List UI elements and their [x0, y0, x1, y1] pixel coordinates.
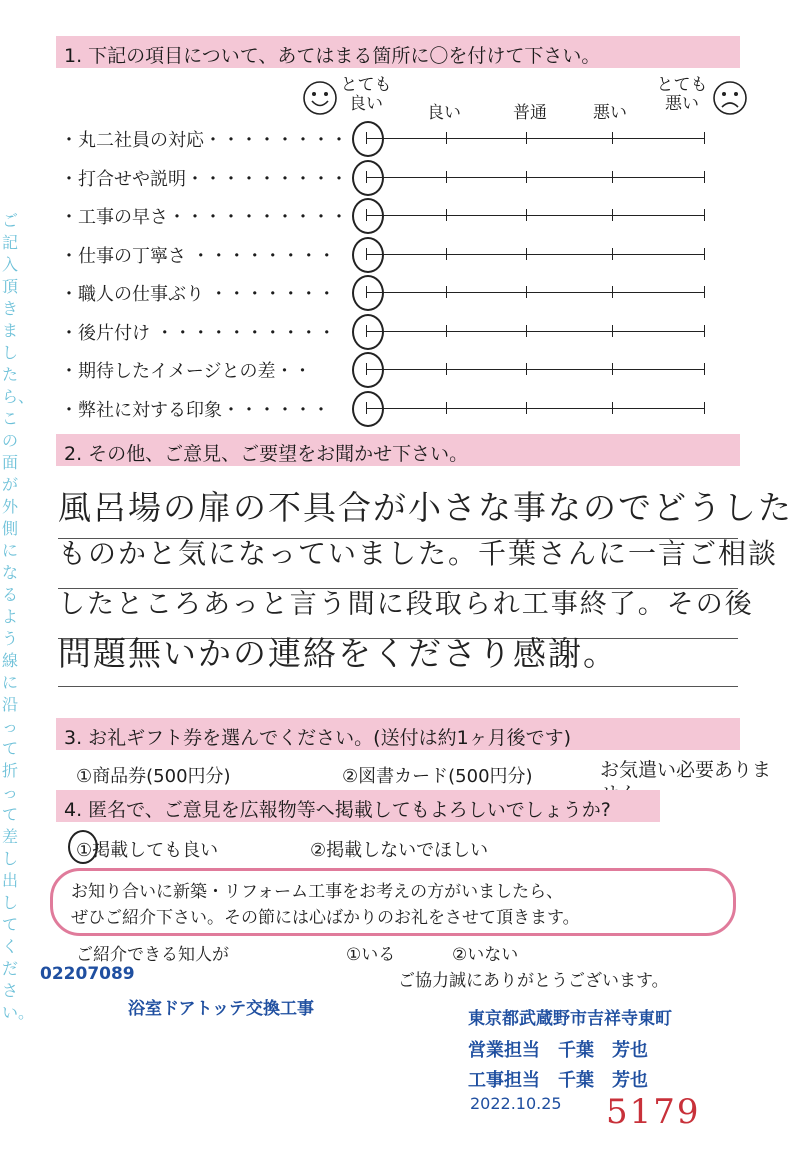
rating-tick[interactable] — [526, 286, 527, 298]
stamp-construction-rep: 工事担当 千葉 芳也 — [468, 1070, 648, 1091]
section3-heading: 3. お礼ギフト券を選んでください。(送付は約1ヶ月後です) — [64, 727, 572, 749]
rating-tick[interactable] — [704, 325, 705, 337]
rating-tick[interactable] — [526, 325, 527, 337]
stamp-address: 東京都武蔵野市吉祥寺東町 — [468, 1009, 672, 1029]
rating-tick[interactable] — [526, 209, 527, 221]
stamp-code: 02207089 — [40, 964, 135, 984]
rating-selected-circle — [352, 160, 384, 196]
rating-tick[interactable] — [446, 286, 447, 298]
stamp-sales-rep: 営業担当 千葉 芳也 — [468, 1040, 648, 1061]
referral-question: ご紹介できる知人が — [76, 945, 229, 965]
column-very-bad: とても 悪い — [656, 75, 708, 114]
section3-header-band — [56, 718, 740, 750]
referral-line-1: お知り合いに新築・リフォーム工事をお考えの方がいましたら、 — [71, 882, 564, 902]
rating-item-label: ・職人の仕事ぶり ・・・・・・・ — [60, 284, 336, 305]
rating-tick[interactable] — [526, 402, 527, 414]
rating-item-label: ・仕事の丁寧さ ・・・・・・・・ — [60, 245, 336, 267]
handwritten-number: 5179 — [606, 1092, 701, 1132]
section2-header-band — [56, 434, 740, 466]
rating-tick[interactable] — [446, 325, 447, 337]
column-average: 普通 — [513, 103, 547, 123]
smiley-sad-icon — [712, 80, 748, 116]
rating-tick[interactable] — [446, 132, 447, 144]
stamp-date: 2022.10.25 — [470, 1094, 562, 1113]
comment-line-4: 問題無いかの連絡をくださり感謝。 — [58, 634, 618, 673]
section1-header-band — [56, 36, 740, 68]
rating-item-label: ・丸二社員の対応・・・・・・・・ — [60, 130, 348, 151]
rating-tick[interactable] — [612, 325, 613, 337]
rating-item-label: ・工事の早さ・・・・・・・・・・ — [60, 207, 348, 228]
stamp-work-name: 浴室ドアトッテ交換工事 — [128, 999, 314, 1019]
rating-tick[interactable] — [612, 402, 613, 414]
rating-tick[interactable] — [446, 248, 447, 260]
side-fold-text: ご記入頂きましたら、この面が外側になるよう線に沿って折って差し出してください。 — [2, 211, 35, 1022]
comment-line-2: ものかと気になっていました。千葉さんに一言ご相談 — [58, 537, 779, 570]
rating-scale-line — [366, 138, 704, 139]
rating-selected-circle — [352, 198, 384, 234]
rating-selected-circle — [352, 121, 384, 157]
rating-tick[interactable] — [446, 402, 447, 414]
rating-item-label: ・期待したイメージとの差・・ — [60, 361, 312, 382]
column-very-good: とても 良い — [340, 75, 392, 114]
rating-tick[interactable] — [704, 363, 705, 375]
gift-option-book-card[interactable]: ②図書カード(500円分) — [342, 766, 533, 787]
rating-scale-line — [366, 331, 704, 332]
rating-tick[interactable] — [526, 132, 527, 144]
rating-tick[interactable] — [704, 209, 705, 221]
column-bad: 悪い — [593, 103, 627, 123]
ruled-line — [58, 686, 738, 687]
referral-option-no[interactable]: ②いない — [452, 945, 519, 965]
referral-line-2: ぜひご紹介下さい。その節には心ばかりのお礼をさせて頂きます。 — [71, 908, 580, 928]
rating-tick[interactable] — [446, 363, 447, 375]
rating-tick[interactable] — [704, 132, 705, 144]
rating-selected-circle — [352, 352, 384, 388]
section2-heading: 2. その他、ご意見、ご要望をお聞かせ下さい。 — [64, 443, 469, 465]
rating-tick[interactable] — [612, 363, 613, 375]
rating-tick[interactable] — [612, 286, 613, 298]
rating-scale-line — [366, 369, 704, 370]
rating-tick[interactable] — [612, 248, 613, 260]
rating-item-label: ・後片付け ・・・・・・・・・・ — [60, 322, 336, 344]
publish-option-no[interactable]: ②掲載しないでほしい — [310, 840, 489, 861]
rating-selected-circle — [352, 237, 384, 273]
rating-tick[interactable] — [704, 402, 705, 414]
publish-option-yes[interactable]: ①掲載しても良い — [76, 840, 219, 861]
section1-heading: 1. 下記の項目について、あてはまる箇所に〇を付けて下さい。 — [64, 45, 601, 67]
section4-header-band — [56, 790, 660, 822]
rating-tick[interactable] — [704, 171, 705, 183]
smiley-happy-icon — [302, 80, 338, 116]
rating-tick[interactable] — [612, 132, 613, 144]
rating-scale-line — [366, 292, 704, 293]
rating-selected-circle — [352, 275, 384, 311]
gift-option-voucher[interactable]: ①商品券(500円分) — [76, 766, 231, 787]
rating-tick[interactable] — [526, 363, 527, 375]
rating-tick[interactable] — [704, 248, 705, 260]
rating-tick[interactable] — [526, 248, 527, 260]
rating-selected-circle — [352, 391, 384, 427]
rating-scale-line — [366, 177, 704, 178]
rating-tick[interactable] — [446, 171, 447, 183]
rating-scale-line — [366, 408, 704, 409]
rating-item-label: ・打合せや説明・・・・・・・・・ — [60, 168, 348, 190]
rating-scale-line — [366, 254, 704, 255]
referral-box — [50, 868, 736, 936]
handwritten-gift-note: お気遣い必要ありま — [600, 759, 772, 781]
comment-line-1: 風呂場の扉の不具合が小さな事なのでどうした — [58, 488, 793, 527]
comment-line-3: したところあっと言う間に段取られ工事終了。その後 — [58, 589, 754, 620]
rating-selected-circle — [352, 314, 384, 350]
thanks-text: ご協力誠にありがとうございます。 — [398, 971, 669, 991]
rating-tick[interactable] — [526, 171, 527, 183]
rating-tick[interactable] — [704, 286, 705, 298]
rating-tick[interactable] — [446, 209, 447, 221]
referral-option-yes[interactable]: ①いる — [346, 945, 396, 965]
rating-scale-line — [366, 215, 704, 216]
rating-tick[interactable] — [612, 209, 613, 221]
section4-heading: 4. 匿名で、ご意見を広報物等へ掲載してもよろしいでしょうか? — [64, 799, 611, 821]
publish-yes-circle — [68, 830, 98, 864]
rating-tick[interactable] — [612, 171, 613, 183]
column-good: 良い — [427, 103, 461, 123]
rating-item-label: ・弊社に対する印象・・・・・・ — [60, 399, 330, 421]
